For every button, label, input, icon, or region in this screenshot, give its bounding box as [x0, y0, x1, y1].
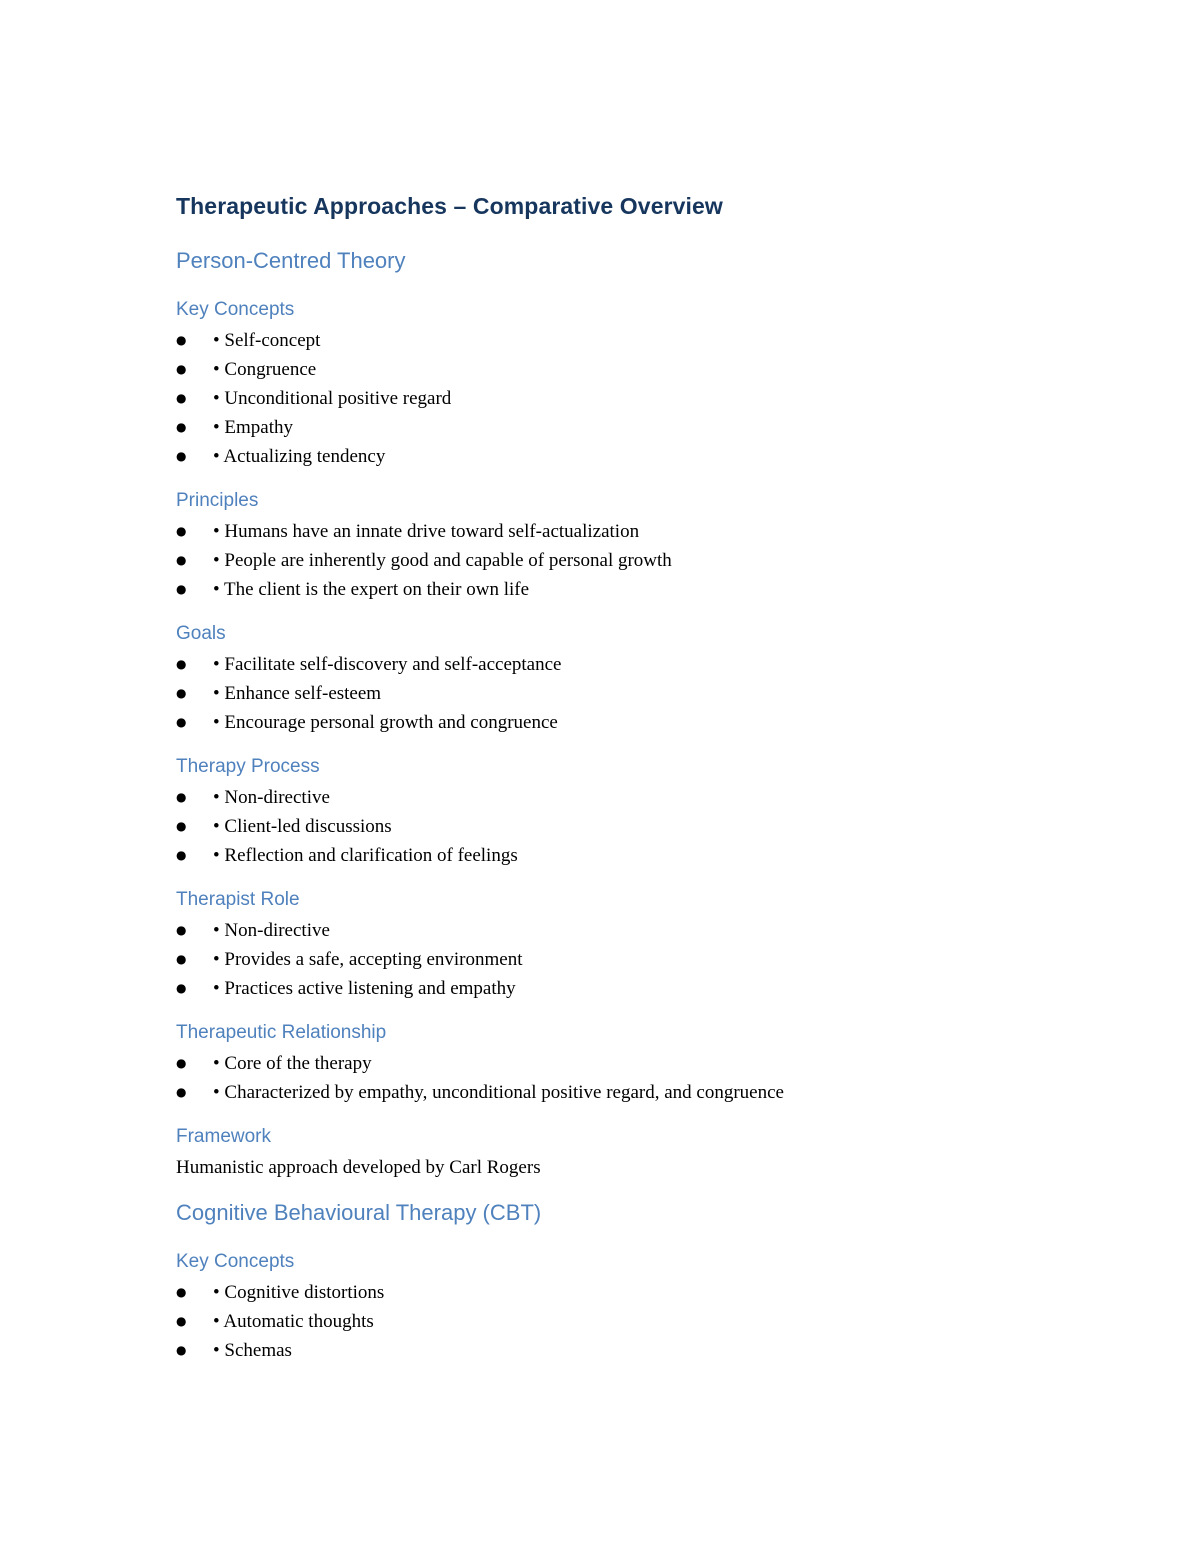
list-item-text: • Congruence — [213, 359, 317, 380]
section-cbt — [176, 1198, 1076, 1365]
section-heading: Person-Centred Theory — [176, 248, 406, 273]
subsection-key-concepts — [176, 296, 1076, 471]
list-item-text: • Non-directive — [213, 787, 330, 808]
list-item-text: • Non-directive — [213, 920, 330, 941]
bullet-icon: ● — [176, 1285, 187, 1299]
list-item — [176, 783, 1076, 812]
bullet-icon: ● — [176, 1314, 187, 1328]
bullet-list — [176, 783, 1076, 870]
bullet-icon: ● — [176, 362, 187, 376]
subsection-heading: Therapy Process — [176, 756, 320, 777]
list-item — [176, 442, 1076, 471]
list-item — [176, 1278, 1076, 1307]
subsection-therapeutic-relationship — [176, 1019, 1076, 1107]
document-body — [176, 190, 1076, 1381]
list-item — [176, 1049, 1076, 1078]
subsection-therapist-role — [176, 886, 1076, 1003]
list-item-text: • Provides a safe, accepting environment — [213, 949, 523, 970]
list-item-text: • Unconditional positive regard — [213, 388, 452, 409]
list-item-text: • Client-led discussions — [213, 816, 392, 837]
list-item-text: • Facilitate self-discovery and self-acceptance — [213, 654, 562, 675]
list-item-text: • Actualizing tendency — [213, 446, 386, 467]
list-item — [176, 546, 1076, 575]
framework-text: Humanistic approach developed by Carl Rogers — [176, 1157, 541, 1178]
list-item — [176, 1307, 1076, 1336]
subsection-heading: Therapist Role — [176, 889, 300, 910]
subsection-principles — [176, 487, 1076, 604]
bullet-icon: ● — [176, 848, 187, 862]
bullet-icon: ● — [176, 657, 187, 671]
list-item-text: • Schemas — [213, 1340, 292, 1361]
list-item-text: • Encourage personal growth and congruence — [213, 712, 558, 733]
bullet-icon: ● — [176, 553, 187, 567]
subsection-heading: Key Concepts — [176, 299, 295, 320]
document-title: Therapeutic Approaches – Comparative Overview — [176, 193, 723, 219]
bullet-icon: ● — [176, 1085, 187, 1099]
list-item-text: • Enhance self-esteem — [213, 683, 382, 704]
subsection-framework — [176, 1123, 1076, 1182]
bullet-icon: ● — [176, 420, 187, 434]
list-item — [176, 916, 1076, 945]
bullet-icon: ● — [176, 333, 187, 347]
subsection-goals — [176, 620, 1076, 737]
bullet-icon: ● — [176, 582, 187, 596]
list-item — [176, 708, 1076, 737]
bullet-list — [176, 916, 1076, 1003]
subsection-key-concepts — [176, 1248, 1076, 1365]
subsection-heading: Framework — [176, 1126, 272, 1147]
list-item — [176, 355, 1076, 384]
bullet-icon: ● — [176, 1056, 187, 1070]
subsection-heading: Principles — [176, 490, 259, 511]
section-heading: Cognitive Behavioural Therapy (CBT) — [176, 1200, 542, 1225]
subsection-heading: Goals — [176, 623, 226, 644]
bullet-list — [176, 1049, 1076, 1107]
section-person-centred — [176, 246, 1076, 1182]
list-item — [176, 575, 1076, 604]
list-item — [176, 974, 1076, 1003]
bullet-list — [176, 1278, 1076, 1365]
bullet-icon: ● — [176, 819, 187, 833]
bullet-icon: ● — [176, 686, 187, 700]
list-item — [176, 517, 1076, 546]
list-item-text: • The client is the expert on their own life — [213, 579, 530, 600]
list-item-text: • Empathy — [213, 417, 293, 438]
list-item-text: • Core of the therapy — [213, 1053, 372, 1074]
bullet-icon: ● — [176, 952, 187, 966]
list-item — [176, 812, 1076, 841]
bullet-icon: ● — [176, 790, 187, 804]
subsection-heading: Therapeutic Relationship — [176, 1022, 387, 1043]
bullet-icon: ● — [176, 449, 187, 463]
subsection-therapy-process — [176, 753, 1076, 870]
list-item-text: • Humans have an innate drive toward self-actualization — [213, 521, 640, 542]
list-item-text: • Reflection and clarification of feelings — [213, 845, 518, 866]
list-item — [176, 1336, 1076, 1365]
bullet-icon: ● — [176, 715, 187, 729]
bullet-icon: ● — [176, 981, 187, 995]
bullet-list — [176, 650, 1076, 737]
list-item — [176, 679, 1076, 708]
list-item — [176, 384, 1076, 413]
bullet-icon: ● — [176, 524, 187, 538]
bullet-list — [176, 517, 1076, 604]
list-item — [176, 1078, 1076, 1107]
list-item — [176, 841, 1076, 870]
bullet-icon: ● — [176, 391, 187, 405]
bullet-list — [176, 326, 1076, 471]
list-item — [176, 650, 1076, 679]
list-item-text: • People are inherently good and capable of personal growth — [213, 550, 672, 571]
list-item-text: • Cognitive distortions — [213, 1282, 385, 1303]
list-item-text: • Characterized by empathy, unconditional positive regard, and congruence — [213, 1082, 784, 1103]
subsection-heading: Key Concepts — [176, 1251, 295, 1272]
bullet-icon: ● — [176, 1343, 187, 1357]
list-item — [176, 413, 1076, 442]
list-item-text: • Automatic thoughts — [213, 1311, 374, 1332]
list-item-text: • Practices active listening and empathy — [213, 978, 516, 999]
list-item-text: • Self-concept — [213, 330, 321, 351]
list-item — [176, 326, 1076, 355]
bullet-icon: ● — [176, 923, 187, 937]
list-item — [176, 945, 1076, 974]
